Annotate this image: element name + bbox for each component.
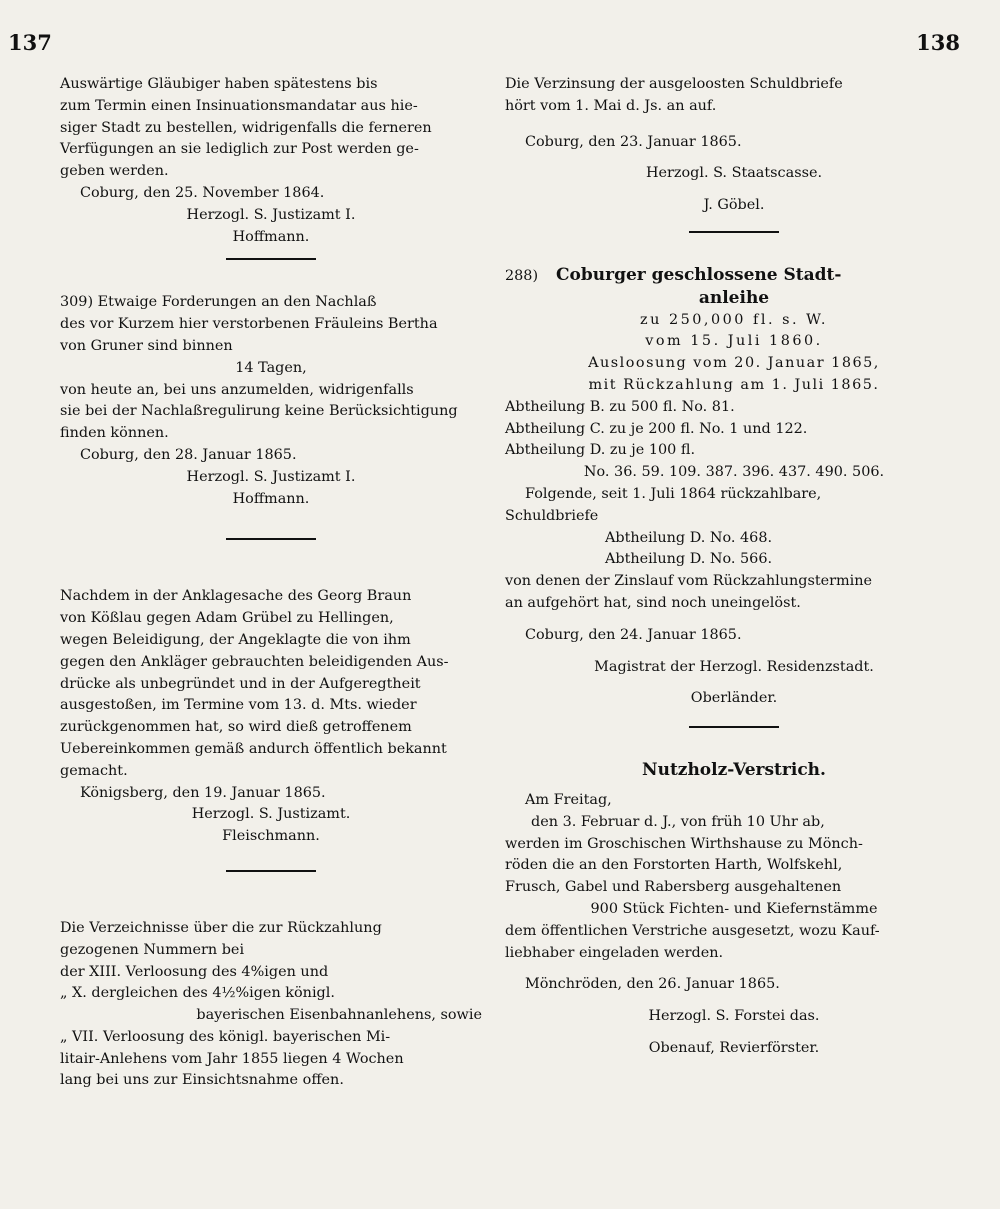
place-date: Coburg, den 23. Januar 1865.	[525, 133, 742, 150]
notice-bavarian-bonds	[60, 918, 482, 1092]
notice-288-city-loan	[505, 265, 963, 728]
text-line: von Gruner sind binnen	[60, 337, 233, 354]
text-line: mit Rückzahlung am 1. Juli 1865.	[588, 376, 880, 393]
text-line: Auswärtige Gläubiger haben spätestens bis	[60, 76, 378, 92]
text-line: hört vom 1. Mai d. Js. an auf.	[505, 97, 717, 114]
text-line: Abtheilung D. zu je 100 fl.	[505, 442, 696, 459]
text-line: Ausloosung vom 20. Januar 1865,	[588, 355, 880, 372]
text-line: 309) Etwaige Forderungen an den Nachlaß	[60, 294, 377, 311]
text-line: No. 36. 59. 109. 387. 396. 437. 490. 506.	[583, 464, 885, 481]
text-line: Schuldbriefe	[505, 507, 599, 524]
left-column	[60, 74, 482, 1092]
office-signature: Herzogl. S. Justizamt I.	[186, 468, 356, 485]
notice-timber-sale	[505, 760, 963, 1060]
signer-name: Hoffmann.	[232, 228, 310, 245]
text-line: Folgende, seit 1. Juli 1864 rückzahlbare,	[525, 485, 822, 502]
office-signature: Herzogl. S. Staatscasse.	[645, 165, 823, 182]
text-line: sie bei der Nachlaßregulirung keine Berücksichtigung	[60, 403, 458, 420]
text-line: Nachdem in der Anklagesache des Georg Braun	[60, 588, 412, 605]
page-number-right: 138	[916, 30, 960, 55]
signer-name: J. Göbel.	[703, 197, 765, 214]
text-line: drücke als unbegründet und in der Aufgeregtheit	[60, 675, 421, 692]
text-line: Abtheilung D. No. 566.	[605, 551, 773, 568]
text-line: zu 250,000 fl. s. W.	[640, 311, 828, 328]
text-line: Abtheilung B. zu 500 fl. No. 81.	[505, 398, 735, 415]
office-signature: Magistrat der Herzogl. Residenzstadt.	[594, 658, 874, 675]
notice-number: 288)	[505, 267, 539, 284]
notice-309	[60, 292, 482, 540]
text-line: Abtheilung C. zu je 200 fl. No. 1 und 122.	[505, 420, 808, 437]
text-line: 900 Stück Fichten- und Kiefernstämme	[590, 900, 878, 917]
text-line: von heute an, bei uns anzumelden, widrigenfalls	[60, 381, 414, 398]
text-line: Verfügungen an sie lediglich zur Post werden ge-	[60, 141, 419, 158]
notice-braun	[60, 586, 482, 872]
place-date: Coburg, den 28. Januar 1865.	[80, 446, 297, 463]
page-number-left: 137	[8, 30, 52, 55]
text-line: des vor Kurzem hier verstorbenen Fräuleins Bertha	[60, 316, 438, 333]
place-date: Coburg, den 25. November 1864.	[80, 184, 325, 201]
place-date: Coburg, den 24. Januar 1865.	[525, 626, 742, 643]
text-line: geben werden.	[60, 163, 169, 180]
text-line: zum Termin einen Insinuationsmandatar aus hie-	[60, 97, 418, 114]
text-line: lang bei uns zur Einsichtsnahme offen.	[60, 1072, 344, 1089]
text-line: siger Stadt zu bestellen, widrigenfalls die ferneren	[60, 119, 432, 136]
office-signature: Herzogl. S. Forstei das.	[648, 1008, 820, 1025]
right-column	[505, 74, 963, 1060]
place-date: Königsberg, den 19. Januar 1865.	[80, 784, 326, 801]
text-line: von Kößlau gegen Adam Grübel zu Hellingen,	[60, 610, 394, 627]
text-line: an aufgehört hat, sind noch uneingelöst.	[505, 594, 801, 611]
text-line: ausgestoßen, im Termine vom 13. d. Mts. wieder	[60, 697, 417, 714]
signer-name: Oberländer.	[690, 690, 778, 707]
text-line: röden die an den Forstorten Harth, Wolfskehl,	[505, 857, 843, 874]
text-line: 14 Tagen,	[235, 359, 307, 376]
notice-creditors	[60, 74, 482, 260]
text-line: Die Verzeichnisse über die zur Rückzahlung	[60, 919, 382, 936]
text-line: der XIII. Verloosung des 4%igen und	[60, 963, 329, 980]
text-line: „ X. dergleichen des 4½%igen königl.	[60, 985, 335, 1002]
office-signature: Herzogl. S. Justizamt I.	[186, 206, 356, 223]
signer-name: Hoffmann.	[232, 490, 310, 507]
text-line: Uebereinkommen gemäß andurch öffentlich bekannt	[60, 740, 447, 757]
text-line: gegen den Ankläger gebrauchten beleidigenden Aus-	[60, 653, 449, 670]
heading-line: anleihe	[698, 287, 770, 308]
text-line: gemacht.	[60, 762, 128, 779]
text-line: gezogenen Nummern bei	[60, 941, 245, 958]
divider-rule	[226, 538, 316, 540]
notice-interest	[505, 74, 963, 233]
text-line: zurückgenommen hat, so wird dieß getroffenem	[60, 719, 412, 736]
text-line: Frusch, Gabel und Rabersberg ausgehaltenen	[505, 879, 842, 896]
text-line: Abtheilung D. No. 468.	[605, 529, 773, 546]
office-signature: Herzogl. S. Justizamt.	[191, 806, 351, 823]
text-line: dem öffentlichen Verstriche ausgesetzt, wozu Kauf-	[505, 922, 880, 939]
text-line: Am Freitag,	[525, 791, 612, 808]
heading-line: Coburger geschlossene Stadt-	[556, 264, 842, 285]
divider-rule	[689, 231, 779, 233]
text-line: finden können.	[60, 425, 169, 442]
text-line: liebhaber eingeladen werden.	[505, 944, 724, 961]
notice-heading	[505, 265, 963, 288]
text-line: Die Verzinsung der ausgeloosten Schuldbriefe	[505, 76, 843, 92]
signer-name: Obenauf, Revierförster.	[648, 1039, 820, 1056]
text-line: vom 15. Juli 1860.	[645, 333, 823, 350]
divider-rule	[226, 258, 316, 260]
text-line: den 3. Februar d. J., von früh 10 Uhr ab,	[531, 813, 825, 830]
text-line: von denen der Zinslauf vom Rückzahlungstermine	[505, 573, 873, 590]
notice-heading: Nutzholz-Verstrich.	[642, 760, 826, 781]
text-line: werden im Groschischen Wirthshause zu Mönch-	[505, 835, 863, 852]
divider-rule	[226, 870, 316, 872]
signer-name: Fleischmann.	[222, 828, 320, 845]
text-line: wegen Beleidigung, der Angeklagte die von ihm	[60, 631, 411, 648]
text-line: bayerischen Eisenbahnanlehens, sowie	[196, 1007, 482, 1024]
text-line: „ VII. Verloosung des königl. bayerischen Mi-	[60, 1028, 391, 1045]
divider-rule	[689, 726, 779, 728]
text-line: litair-Anlehens vom Jahr 1855 liegen 4 Wochen	[60, 1050, 404, 1067]
place-date: Mönchröden, den 26. Januar 1865.	[525, 976, 780, 993]
